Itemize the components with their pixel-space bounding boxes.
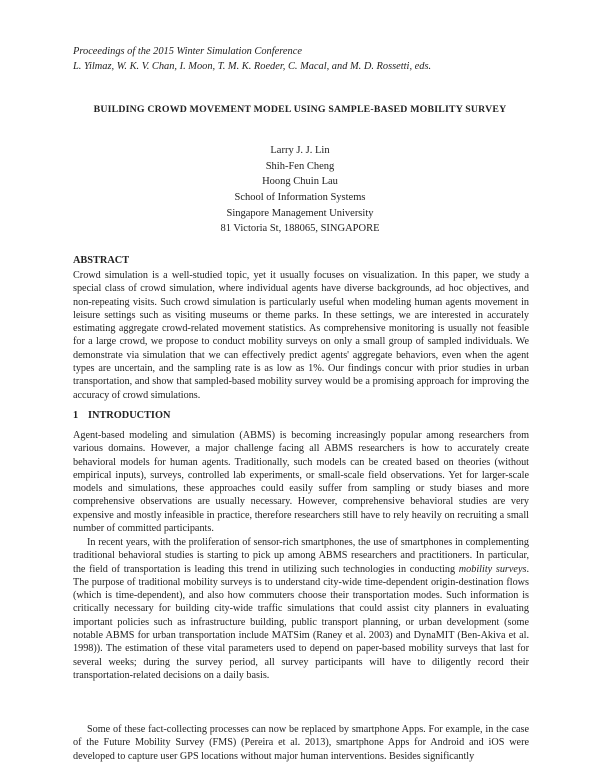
affiliation xyxy=(0,190,600,237)
author-name: Larry J. J. Lin xyxy=(270,145,330,156)
intro-paragraph-2-emphasis: mobility surveys xyxy=(458,563,527,575)
author-name: Shih-Fen Cheng xyxy=(265,160,335,172)
section-title: INTRODUCTION xyxy=(88,410,171,421)
abstract-text: Crowd simulation is a well-studied topic, yet it usually focuses on visualization. In this paper, we study a special class of crowd simulation, where individual agents have diverse backgrounds, ad hoc objectives, and non-repeating visits. Such crowd simulation is particularly useful when modeling human agents movement in leisure settings such as visiting museums or theme parks. In these settings, we are interested in accurately estimating aggregate crowd-related movement statistics. As comprehensive monitoring is usually not feasible for a large crowd, we propose to conduct mobility surveys on only a small group of sampled individuals. We demonstrate via simulation that we can effectively predict agents' aggregate behaviors, even when the agent types are uncertain, and the sampling rate is as low as 1%. Our findings concur with prior studies in urban transportation, and show that sampled-based mobility survey would be a promising approach for improving the accuracy of crowd simulations. xyxy=(73,270,529,401)
intro-paragraph-2-text-cont: . The purpose of traditional mobility surveys is to understand city-wide time-dependent origin-destination flows (which is time-dependent), and also how commuters choose their transportation modes. Such information is critically necessary for building city-wide traffic simulations that could assist city planners in evaluating important policies such as infrastructure building, public transport planning, or urban development (some notable ABMS for urban transportation include MATSim (Raney et al. 2003) and DynaMIT (Ben-Akiva et al. 1998)). The estimation of these vital parameters used to depend on paper-based mobility surveys that last for several weeks; during the survey period, all survey participants will have to diligently record their transportation-related decisions on a daily basis. xyxy=(73,563,529,681)
affiliation-line: Singapore Management University xyxy=(226,207,374,219)
conference-editors: L. Yilmaz, W. K. V. Chan, I. Moon, T. M. K. Roeder, C. Macal, and M. D. Rossetti, eds. xyxy=(73,61,432,72)
conference-header xyxy=(73,44,431,74)
intro-paragraph-2-text: In recent years, with the proliferation of sensor-rich smartphones, the use of smartphones in complementing traditional behavioral studies is starting to pick up among ABMS researchers and practitioners. In particular, the field of transportation is leading this trend in utilizing such technologies in conducting xyxy=(73,537,529,575)
intro-paragraph-1: Agent-based modeling and simulation (ABMS) is becoming increasingly popular among researchers from various domains. However, a major challenge facing all ABMS researchers is how to accurately create behavioral models for human agents. Traditionally, such models can be created based on theories (without empirical inputs), surveys, controlled lab experiments, or small-scale field observations. Yet for larger-scale models and simulations, these approaches could easily suffer from sampling or study biases and more comprehensive observations are usually necessary. However, comprehensive behavioral studies are very expensive and mostly infeasible in practice, therefore researchers still have to rely heavily on recruiting a small number of committed participants. xyxy=(73,430,529,535)
author-list xyxy=(0,143,600,190)
paper-title: BUILDING CROWD MOVEMENT MODEL USING SAMPLE-BASED MOBILITY SURVEY xyxy=(93,104,507,115)
section-heading-introduction xyxy=(73,410,170,421)
section-number: 1 xyxy=(73,410,79,421)
author-name: Hoong Chuin Lau xyxy=(262,176,338,187)
conference-proceedings: Proceedings of the 2015 Winter Simulation Conference xyxy=(73,46,302,57)
abstract-heading: ABSTRACT xyxy=(73,255,130,266)
intro-paragraph-2 xyxy=(73,536,529,682)
affiliation-line: School of Information Systems xyxy=(234,192,366,203)
affiliation-line: 81 Victoria St, 188065, SINGAPORE xyxy=(220,223,380,234)
intro-paragraph-3: Some of these fact-collecting processes can now be replaced by smartphone Apps. For example, in the case of the Future Mobility Survey (FMS) (Pereira et al. 2013), smartphone Apps for Android and iOS were developed to capture user GPS locations without major human interventions. Besides significantly xyxy=(73,724,529,762)
